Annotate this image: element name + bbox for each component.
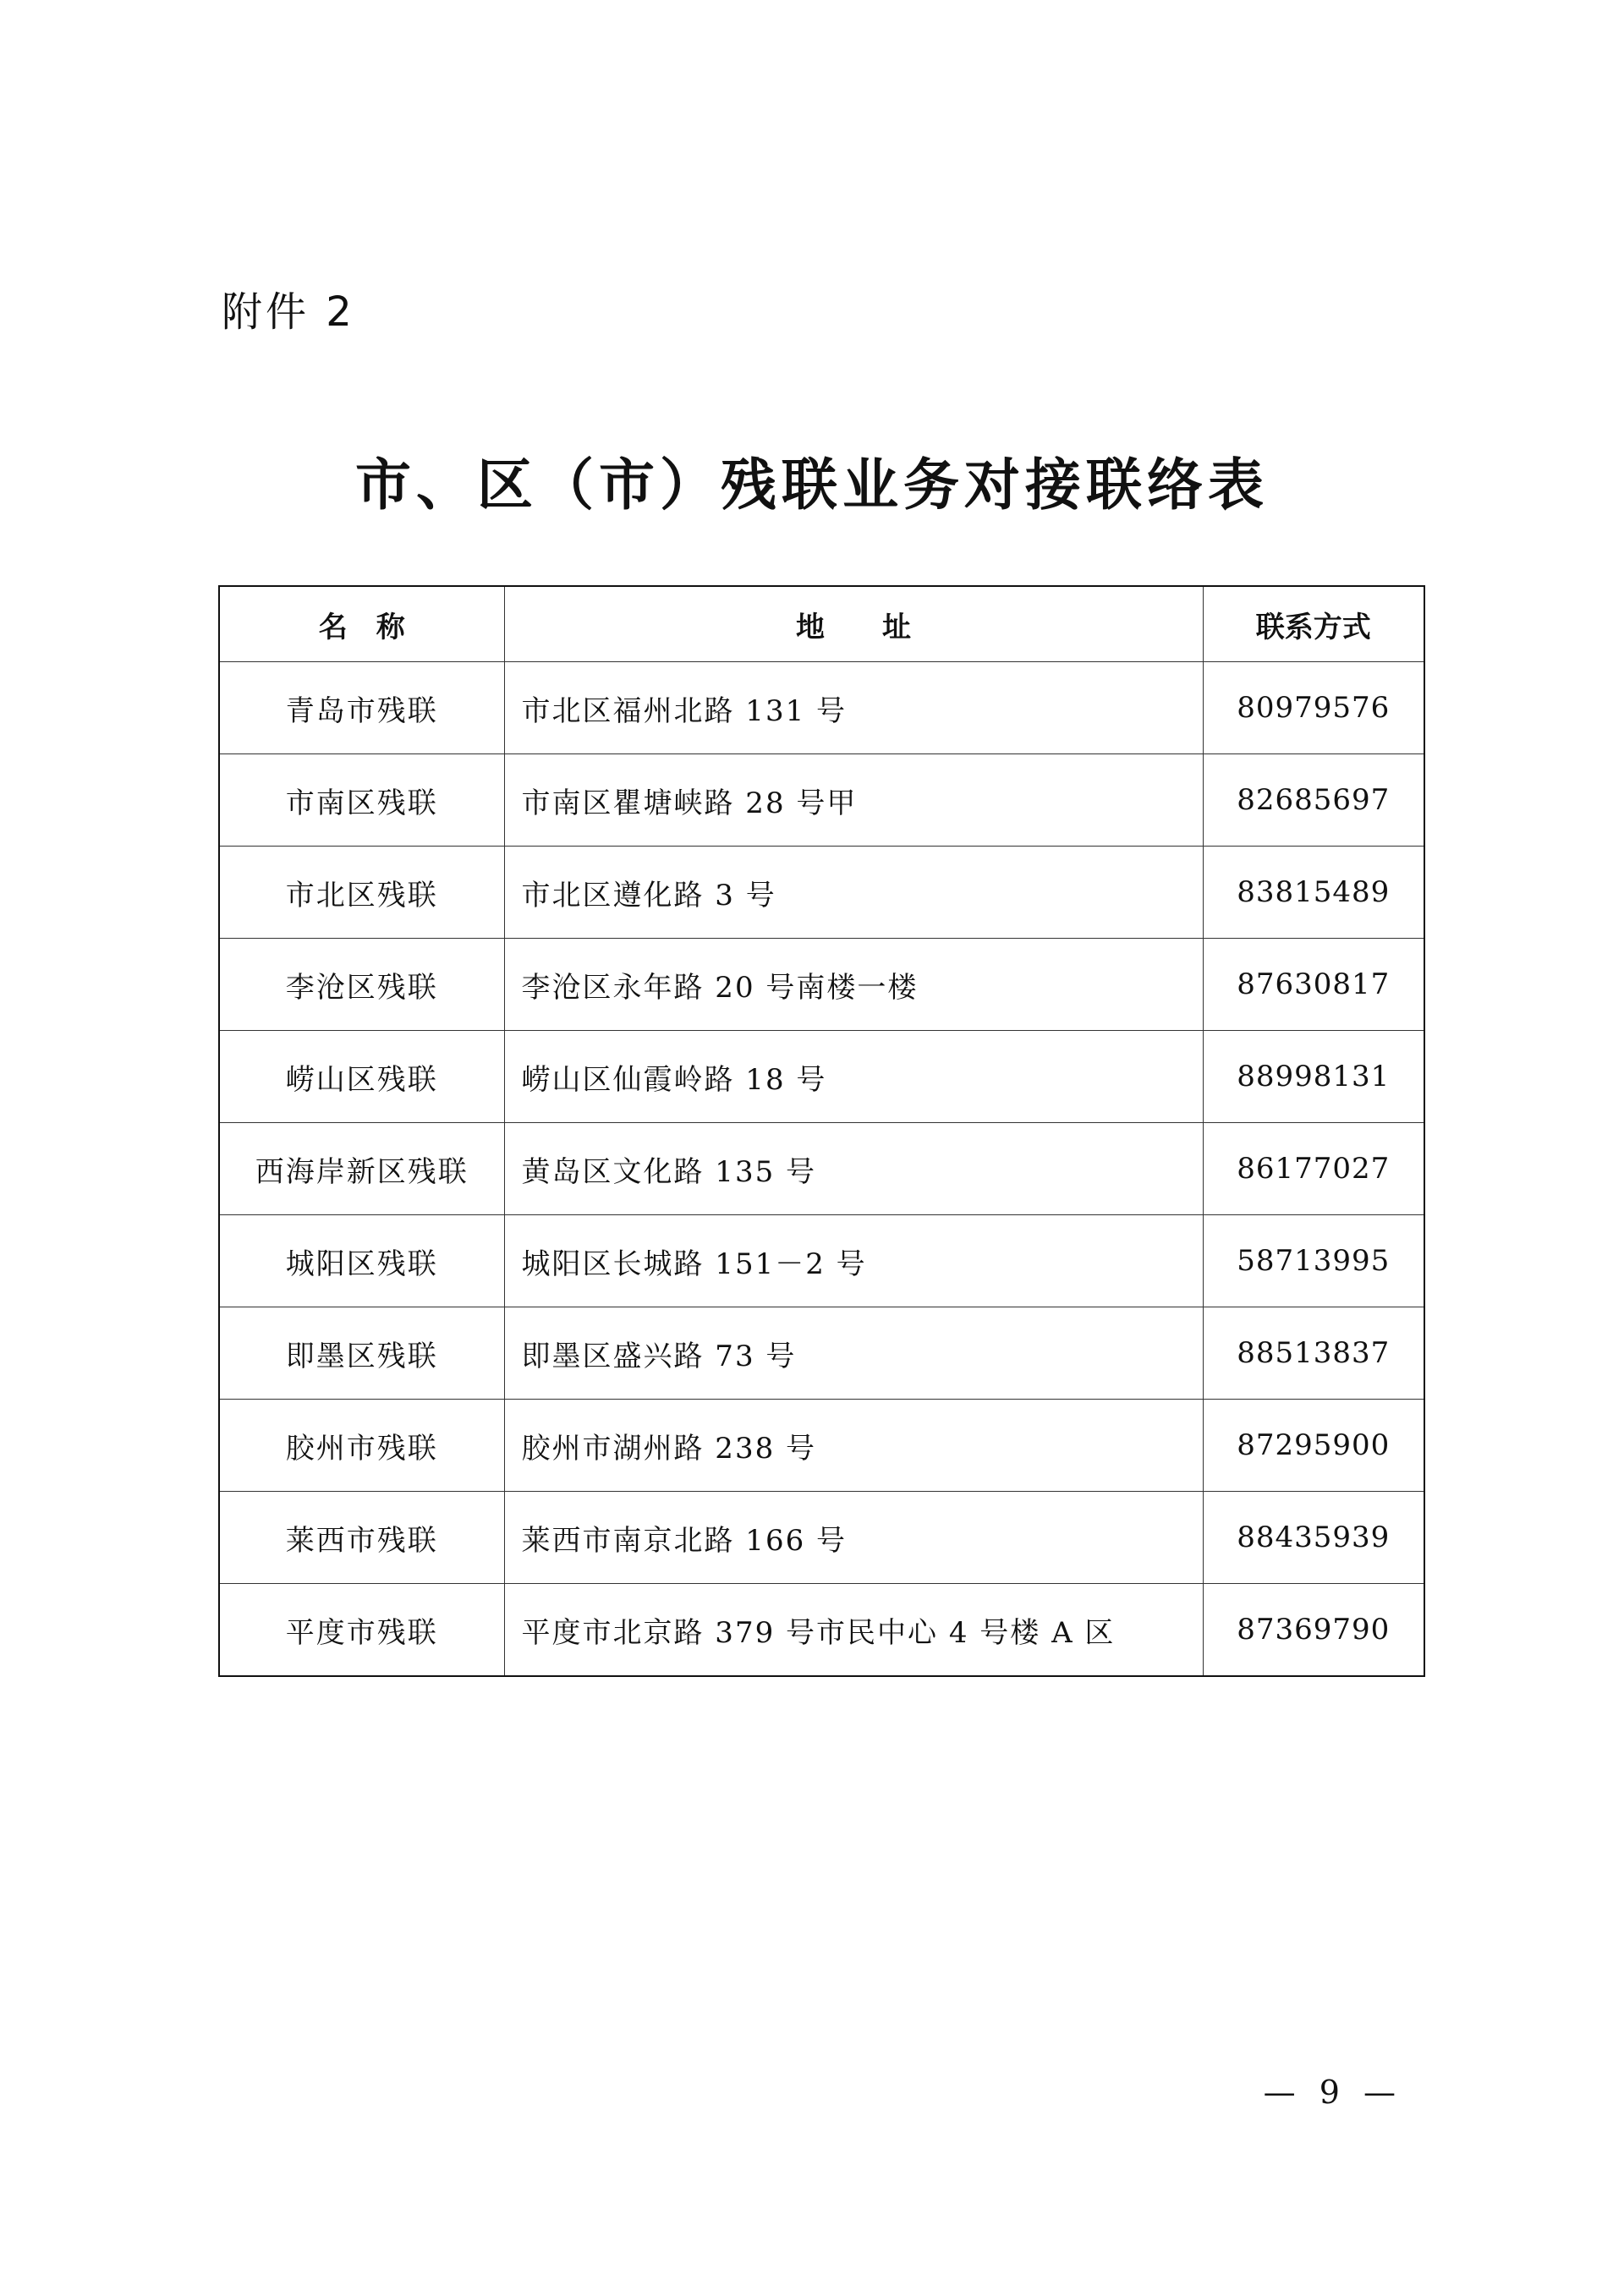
cell-phone: 86177027	[1203, 1123, 1424, 1215]
cell-name: 胶州市残联	[219, 1400, 504, 1492]
cell-name: 莱西市残联	[219, 1492, 504, 1584]
cell-phone: 87369790	[1203, 1584, 1424, 1677]
table-row	[219, 1584, 1424, 1677]
cell-address: 黄岛区文化路 135 号	[504, 1123, 1203, 1215]
header-phone: 联系方式	[1203, 586, 1424, 662]
cell-address: 即墨区盛兴路 73 号	[504, 1307, 1203, 1400]
cell-address: 莱西市南京北路 166 号	[504, 1492, 1203, 1584]
cell-name: 西海岸新区残联	[219, 1123, 504, 1215]
table-row	[219, 1400, 1424, 1492]
attachment-label: 附件 2	[222, 288, 355, 336]
table-header-row	[219, 586, 1424, 662]
cell-address: 崂山区仙霞岭路 18 号	[504, 1031, 1203, 1123]
cell-name: 市南区残联	[219, 754, 504, 847]
table-row	[219, 1492, 1424, 1584]
cell-address: 城阳区长城路 151－2 号	[504, 1215, 1203, 1307]
table-row	[219, 939, 1424, 1031]
cell-phone: 83815489	[1203, 847, 1424, 939]
cell-name: 平度市残联	[219, 1584, 504, 1677]
page-number	[0, 2074, 1624, 2111]
cell-name: 城阳区残联	[219, 1215, 504, 1307]
cell-phone: 82685697	[1203, 754, 1424, 847]
table-row	[219, 662, 1424, 754]
table-row	[219, 1215, 1424, 1307]
cell-phone: 88513837	[1203, 1307, 1424, 1400]
table-row	[219, 754, 1424, 847]
cell-name: 崂山区残联	[219, 1031, 504, 1123]
header-address: 地 址	[504, 586, 1203, 662]
cell-address: 市北区福州北路 131 号	[504, 662, 1203, 754]
cell-name: 青岛市残联	[219, 662, 504, 754]
cell-phone: 80979576	[1203, 662, 1424, 754]
cell-address: 市北区遵化路 3 号	[504, 847, 1203, 939]
header-name: 名 称	[219, 586, 504, 662]
contact-table	[218, 585, 1425, 1677]
cell-address: 平度市北京路 379 号市民中心 4 号楼 A 区	[504, 1584, 1203, 1677]
table-row	[219, 1031, 1424, 1123]
table-row	[219, 1123, 1424, 1215]
cell-address: 市南区瞿塘峡路 28 号甲	[504, 754, 1203, 847]
cell-name: 市北区残联	[219, 847, 504, 939]
cell-phone: 87630817	[1203, 939, 1424, 1031]
table-row	[219, 1307, 1424, 1400]
page-title: 市、区（市）残联业务对接联络表	[355, 452, 1269, 518]
cell-address: 李沧区永年路 20 号南楼一楼	[504, 939, 1203, 1031]
cell-phone: 87295900	[1203, 1400, 1424, 1492]
cell-name: 即墨区残联	[219, 1307, 504, 1400]
cell-address: 胶州市湖州路 238 号	[504, 1400, 1203, 1492]
cell-phone: 88998131	[1203, 1031, 1424, 1123]
cell-phone: 58713995	[1203, 1215, 1424, 1307]
cell-name: 李沧区残联	[219, 939, 504, 1031]
page-number-text: — 9 —	[1263, 2074, 1402, 2111]
cell-phone: 88435939	[1203, 1492, 1424, 1584]
table-row	[219, 847, 1424, 939]
